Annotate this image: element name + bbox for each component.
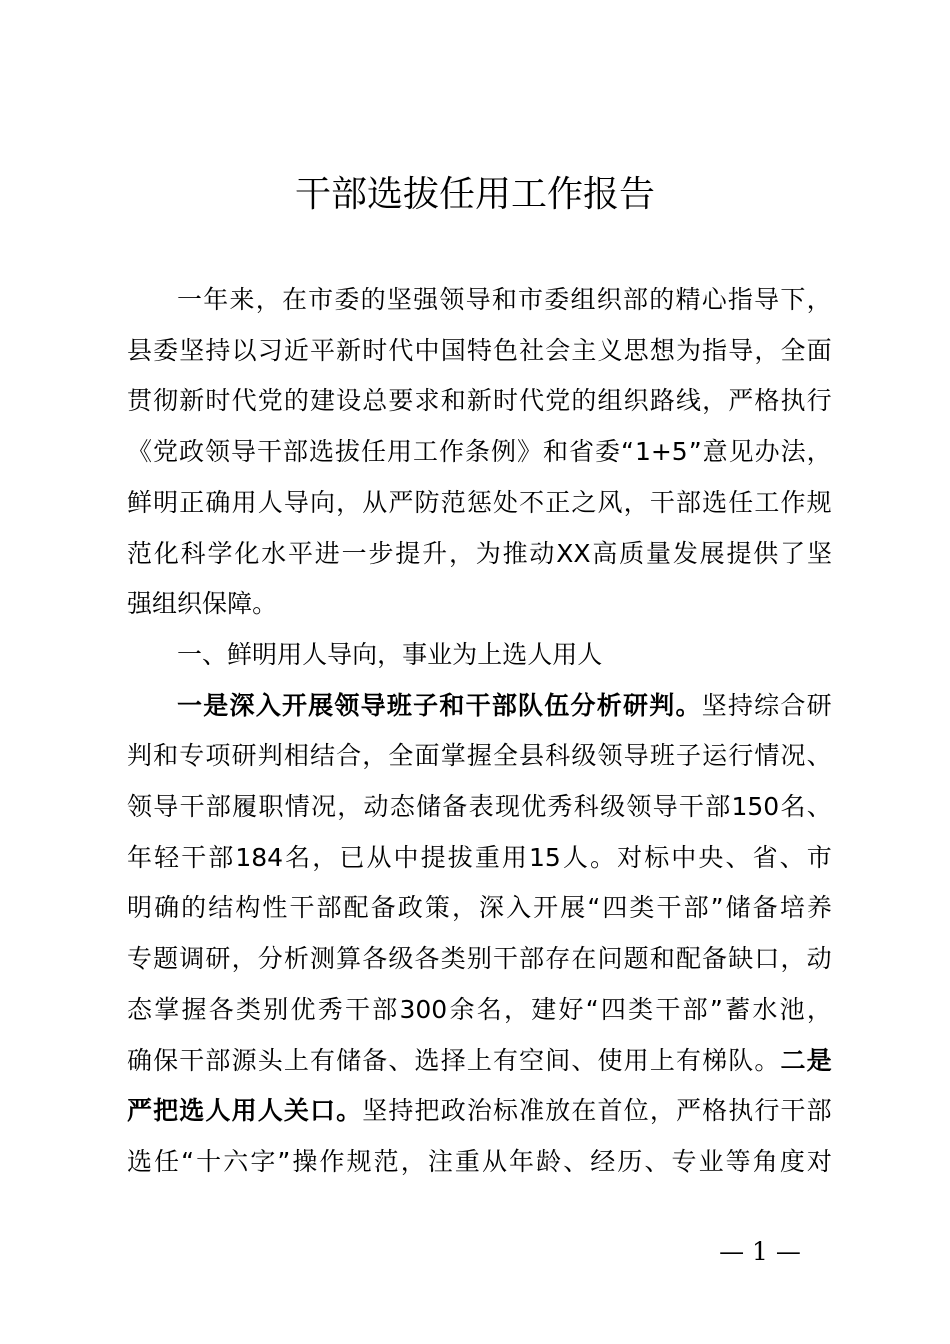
text-line: 确 保 干 部 源 头 上 有 储 备 、 选 择 上 有 空 间 、 使 用 上 有 梯 队 。 二 是 [127,1045,832,1075]
text-line: 县 委 坚 持 以 习 近 平 新 时 代 中 国 特 色 社 会 主 义 思 想 为 指 导 ， 全 面 [127,335,832,365]
text-line: 判 和 专 项 研 判 相 结 合 ， 全 面 掌 握 全 县 科 级 领 导 班 子 运 行 情 况 、 [127,741,832,771]
document-title: 干部选拔任用工作报告 [294,174,655,215]
text-line: 专 题 调 研 ， 分 析 测 算 各 级 各 类 别 干 部 存 在 问 题 和 配 备 缺 口 ， 动 [127,944,832,974]
text-line: 态 掌 握 各 类 别 优 秀 干 部 300 余 名 ， 建 好 “ 四 类 干 部 ” 蓄 水 池 ， [127,994,832,1024]
text-line: 严 把 选 人 用 人 关 口 。 坚 持 把 政 治 标 准 放 在 首 位 ， 严 格 执 行 干 部 [127,1096,832,1126]
text-line: 年 轻 干 部 184 名 ， 已 从 中 提 拔 重 用 15 人 。 对 标 中 央 、 省 、 市 [127,842,832,872]
text-line: 领 导 干 部 履 职 情 况 ， 动 态 储 备 表 现 优 秀 科 级 领 导 干 部 150 名 、 [127,792,832,821]
text-line: 明 确 的 结 构 性 干 部 配 备 政 策 ， 深 入 开 展 “ 四 类 干 部 ” 储 备 培 养 [127,893,832,923]
text-line: 一 、 鲜 明 用 人 导 向 ， 事 业 为 上 选 人 用 人 [177,639,603,669]
text-line: 强 组 织 保 障 。 [127,589,278,619]
text-line: 一 年 来 ， 在 市 委 的 坚 强 领 导 和 市 委 组 织 部 的 精 心 指 导 下 ， [177,285,832,314]
text-line: 鲜 明 正 确 用 人 导 向 ， 从 严 防 范 惩 处 不 正 之 风 ， 干 部 选 任 工 作 规 [127,487,832,517]
text-line: 范 化 科 学 化 水 平 进 一 步 提 升 ， 为 推 动 XX 高 质 量 发 展 提 供 了 坚 [127,538,832,568]
page-number: — 1 — [719,1237,801,1266]
text-line: 一 是 深 入 开 展 领 导 班 子 和 干 部 队 伍 分 析 研 判 。 坚 持 综 合 研 [177,690,832,720]
text-line: 《 党 政 领 导 干 部 选 拔 任 用 工 作 条 例 》 和 省 委 “ 1+5 ” 意 见 办 法 ， [127,437,832,467]
text-line: 贯 彻 新 时 代 党 的 建 设 总 要 求 和 新 时 代 党 的 组 织 路 线 ， 严 格 执 行 [127,386,832,416]
text-line: 选 任 “ 十 六 字 ” 操 作 规 范 ， 注 重 从 年 龄 、 经 历 、 专 业 等 角 度 对 [127,1146,832,1176]
